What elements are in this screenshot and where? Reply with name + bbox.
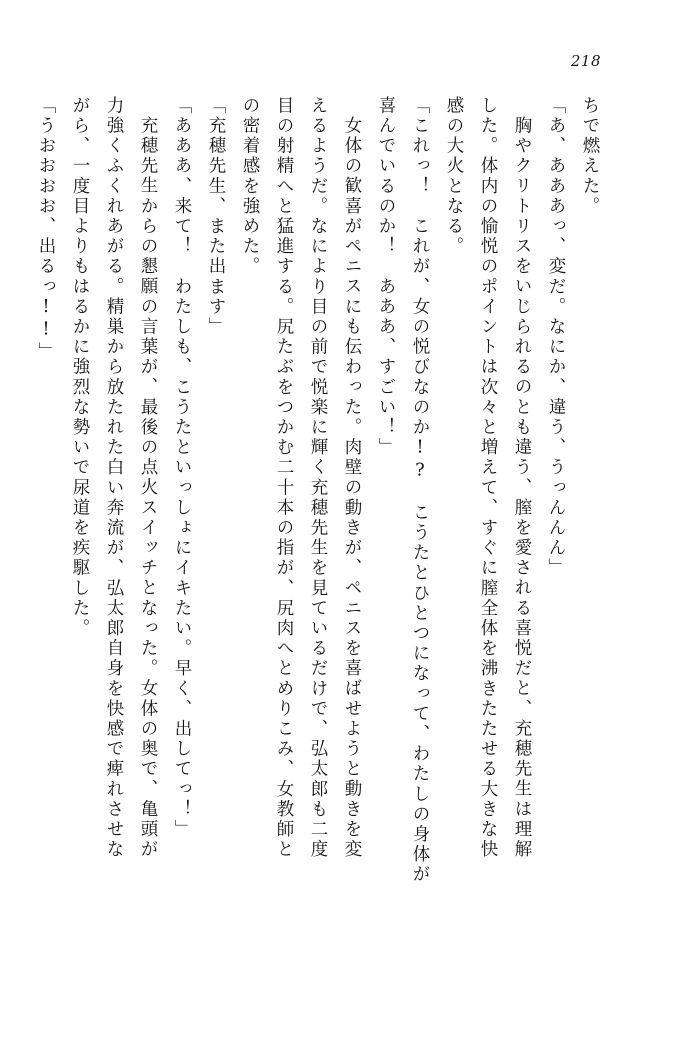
- text-line: 「充穂先生、また出ます」: [206, 96, 226, 338]
- text-line: がら、一度目よりもはるかに強烈な勢いで尿道を疾駆した。: [70, 96, 90, 639]
- text-line: 「うおおおお、出るっ!!」: [36, 96, 56, 363]
- text-line: 「あ、あああっ、変だ。なにか、違う、うっんんん」: [546, 96, 566, 579]
- text-line: 力強くふくれあがる。精巣から放たれた白い奔流が、弘太郎自身を快感で痺れさせな: [104, 96, 124, 860]
- text-line: 喜んでいるのか！ あああ、すごい！」: [376, 96, 396, 458]
- text-line: 目の射精へと猛進する。尻たぶをつかむ二十本の指が、尻肉へとめりこみ、女教師と: [274, 96, 294, 860]
- text-line: 胸やクリトリスをいじられるのとも違う、膣を愛される喜悦だと、充穂先生は理解: [512, 116, 532, 860]
- text-line: 感の大火となる。: [444, 96, 464, 257]
- page-number: 218: [570, 52, 601, 70]
- text-line: した。体内の愉悦のポイントは次々と増えて、すぐに膣全体を沸きたたせる大きな快: [478, 96, 498, 860]
- text-line: 充穂先生からの懇願の言葉が、最後の点火スイッチとなった。女体の奥で、亀頭が: [138, 116, 158, 860]
- text-line: 「これっ！ これが、女の悦びなのか!? こうたとひとつになって、わたしの身体が: [410, 96, 430, 885]
- vertical-text-body: [36, 96, 607, 956]
- text-line: えるようだ。なにより目の前で悦楽に輝く充穂先生を見ているだけで、弘太郎も二度: [308, 96, 328, 860]
- text-line: ちで燃えた。: [580, 96, 600, 217]
- text-line: 「あああ、来て！ わたしも、こうたといっしょにイキたい。早く、出してっ！」: [172, 96, 192, 840]
- text-line: 女体の歓喜がペニスにも伝わった。肉壁の動きが、ペニスを喜ばせようと動きを変: [342, 116, 362, 860]
- text-line: の密着感を強めた。: [240, 96, 260, 277]
